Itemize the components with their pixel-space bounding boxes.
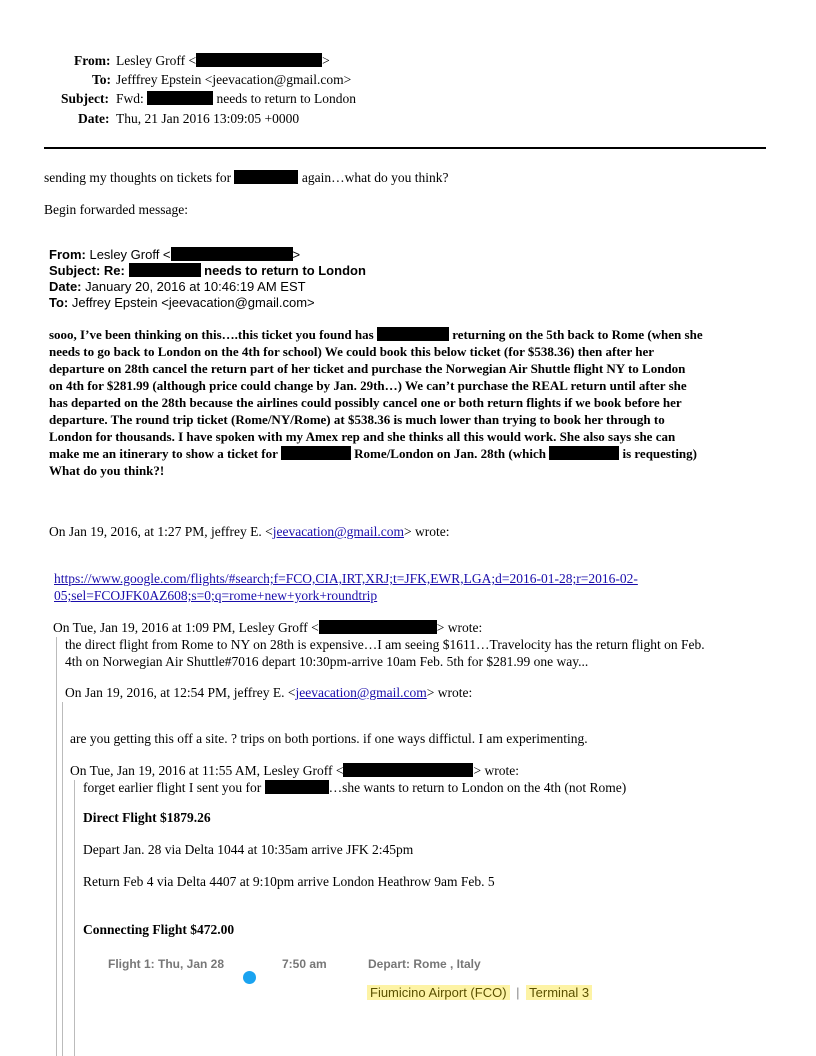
subject-row	[0, 89, 360, 108]
quote-bar	[74, 780, 75, 1056]
redaction	[319, 620, 437, 634]
airport-info: Fiumicino Airport (FCO) | Terminal 3	[367, 985, 592, 1000]
header-divider	[44, 147, 766, 149]
quote2-attribution: On Tue, Jan 19, 2016 at 1:09 PM, Lesley Groff < > wrote:	[53, 620, 483, 635]
quote3-attribution: On Jan 19, 2016, at 12:54 PM, jeffrey E. <jeevacation@gmail.com> wrote:	[65, 685, 473, 700]
quote4-line: forget earlier flight I sent you for …she wants to return to London on the 4th (not Rome)	[83, 780, 627, 795]
flight-depart: Depart: Rome , Italy	[368, 957, 481, 971]
redaction	[377, 327, 449, 341]
redaction	[147, 91, 213, 105]
subject-value: Fwd: needs to return to London	[116, 91, 356, 106]
from-label: From:	[74, 53, 111, 68]
from-row	[0, 51, 360, 70]
redaction	[234, 170, 298, 184]
quote1-attribution: On Jan 19, 2016, at 1:27 PM, jeffrey E. <jeevacation@gmail.com> wrote:	[49, 524, 450, 539]
from-value: Lesley Groff < >	[116, 53, 330, 68]
direct-flight-title: Direct Flight $1879.26	[83, 810, 211, 825]
fwd-to-row: To: Jeffrey Epstein <jeevacation@gmail.com>	[49, 295, 315, 310]
email-link[interactable]: jeevacation@gmail.com	[295, 685, 427, 700]
date-label: Date:	[78, 111, 110, 126]
fwd-date-row: Date: January 20, 2016 at 10:46:19 AM EST	[49, 279, 306, 294]
to-value: Jefffrey Epstein <jeevacation@gmail.com>	[116, 72, 352, 87]
airport-name: Fiumicino Airport (FCO)	[367, 985, 510, 1000]
fwd-from-row: From: Lesley Groff < >	[49, 247, 301, 262]
fwd-subject-row: Subject: Re: needs to return to London	[49, 263, 366, 278]
redaction	[129, 263, 201, 277]
redaction	[265, 780, 329, 794]
subject-label: Subject:	[61, 91, 109, 106]
direct-return: Return Feb 4 via Delta 4407 at 9:10pm arrive London Heathrow 9am Feb. 5	[83, 874, 495, 889]
flights-url-link[interactable]: https://www.google.com/flights/#search;f=FCO,CIA,IRT,XRJ;t=JFK,EWR,LGA;d=2016-01-28;r=2016-02- 05;sel=FCOJFK0AZ608;s=0;q=rome+new+york+roundtrip	[54, 571, 638, 603]
redaction	[196, 53, 322, 67]
date-row	[0, 109, 360, 128]
timeline-dot-icon	[243, 971, 256, 984]
quote-bar	[62, 702, 63, 1056]
to-row	[0, 70, 360, 89]
redaction	[171, 247, 293, 261]
intro-line: sending my thoughts on tickets for again…what do you think?	[44, 170, 449, 185]
date-value: Thu, 21 Jan 2016 13:09:05 +0000	[116, 111, 300, 126]
redaction	[549, 446, 619, 460]
forwarded-label: Begin forwarded message:	[44, 202, 188, 217]
flight-label: Flight 1: Thu, Jan 28	[108, 957, 225, 971]
quote4-attribution: On Tue, Jan 19, 2016 at 11:55 AM, Lesley Groff < > wrote:	[70, 763, 519, 778]
quote2-line: 4th on Norwegian Air Shuttle#7016 depart 10:30pm-arrive 10am Feb. 5th for $281.99 one way...	[65, 654, 589, 669]
quote-bar	[56, 637, 57, 1056]
direct-depart: Depart Jan. 28 via Delta 1044 at 10:35am arrive JFK 2:45pm	[83, 842, 414, 857]
quote3-line: are you getting this off a site. ? trips on both portions. if one ways diffictul. I am experimenting.	[70, 731, 588, 746]
terminal: Terminal 3	[526, 985, 592, 1000]
to-label: To:	[92, 72, 112, 87]
email-link[interactable]: jeevacation@gmail.com	[272, 524, 404, 539]
redaction	[343, 763, 473, 777]
connecting-flight-title: Connecting Flight $472.00	[83, 922, 235, 937]
quote2-line: the direct flight from Rome to NY on 28th is expensive…I am seeing $1611…Travelocity has the return flight on Feb.	[65, 637, 705, 652]
flight-time: 7:50 am	[282, 957, 327, 971]
redaction	[281, 446, 351, 460]
